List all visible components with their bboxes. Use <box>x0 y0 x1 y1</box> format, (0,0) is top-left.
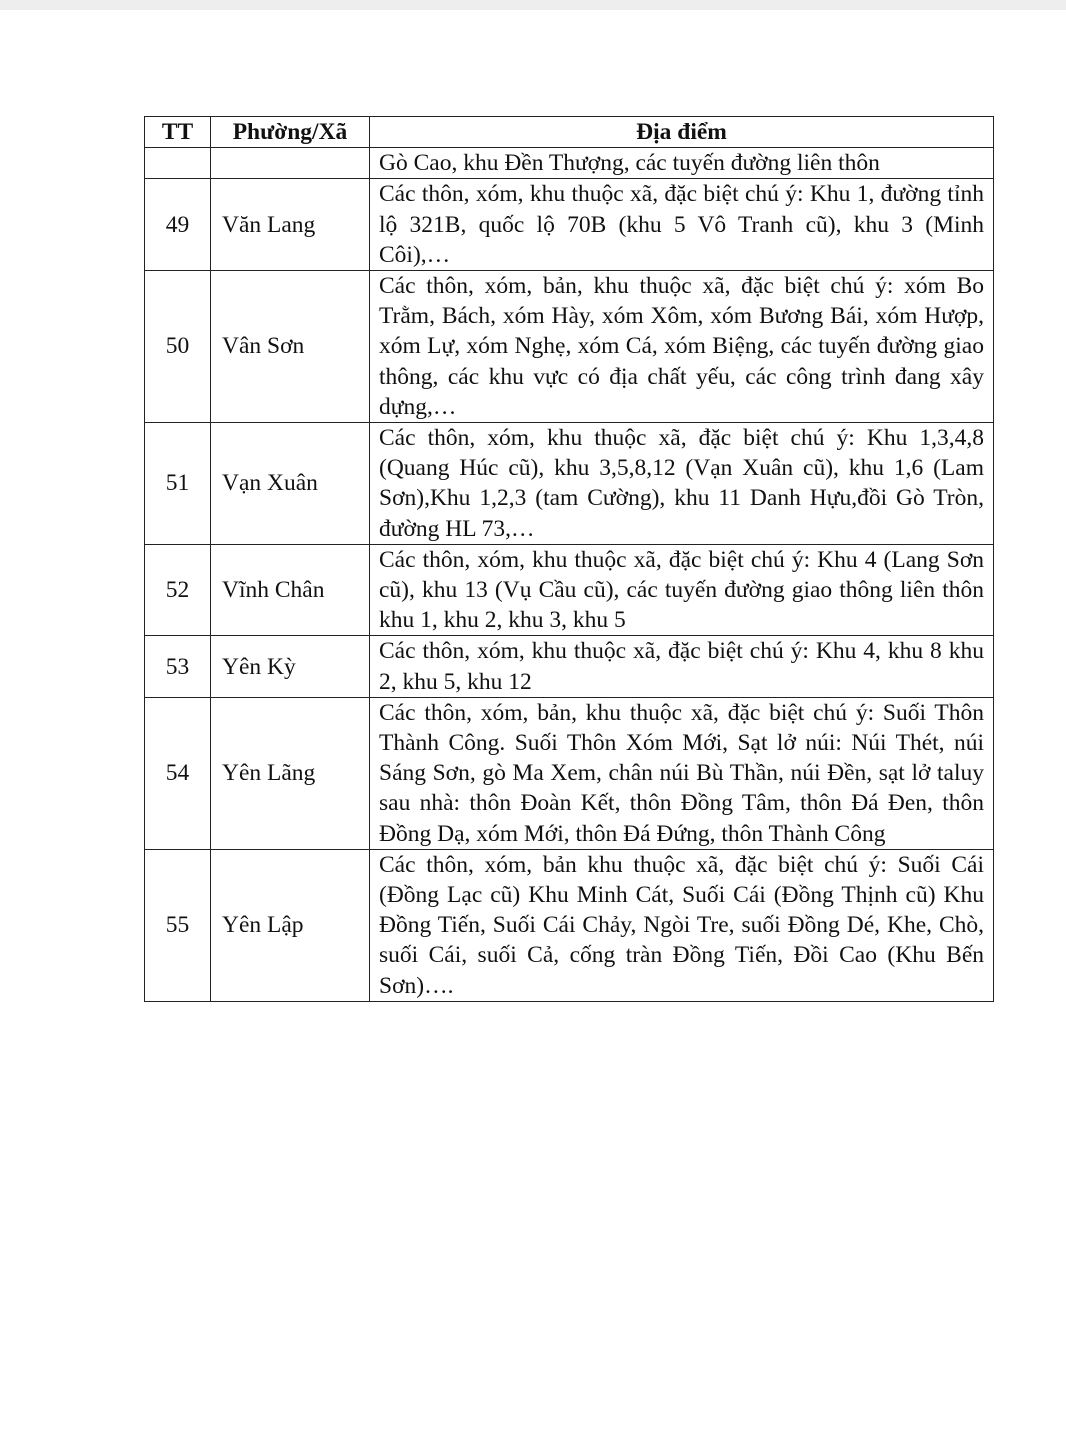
table-row <box>145 636 994 697</box>
table-row <box>145 271 994 423</box>
row-ward: Yên Kỳ <box>211 636 370 697</box>
row-place-text: Các thôn, xóm, khu thuộc xã, đặc biệt chú ý: Khu 4 (Lang Sơn cũ), khu 13 (Vụ Cầu cũ), các tuyến đường giao thông liên thôn khu 1, khu 2, khu 3, khu 5 <box>379 546 984 634</box>
table-header-row <box>145 117 994 148</box>
row-number: 50 <box>145 271 211 423</box>
row-number: 55 <box>145 849 211 1001</box>
row-number: 54 <box>145 697 211 849</box>
table-row <box>145 697 994 849</box>
row-ward: Văn Lang <box>211 179 370 271</box>
row-number: 49 <box>145 179 211 271</box>
locations-table <box>144 116 994 1002</box>
row-place-text: Các thôn, xóm, khu thuộc xã, đặc biệt chú ý: Khu 1, đường tỉnh lộ 321B, quốc lộ 70B (khu 5 Vô Tranh cũ), khu 3 (Minh Côi),… <box>379 181 984 268</box>
row-place <box>370 271 994 423</box>
table-row <box>145 148 994 179</box>
row-place-text: Các thôn, xóm, bản khu thuộc xã, đặc biệt chú ý: Suối Cái (Đồng Lạc cũ) Khu Minh Cát, Suối Cái (Đồng Thịnh cũ) Khu Đồng Tiến, Suối Cái Chảy, Ngòi Tre, suối Đồng Dé, Khe, Chò, suối Cái, suối Cả, cống tràn Đồng Tiến, Đồi Cao (Khu Bến Sơn)…. <box>379 851 984 999</box>
row-ward: Yên Lãng <box>211 697 370 849</box>
top-edge-shadow <box>0 0 1066 10</box>
row-place-text: Gò Cao, khu Đền Thượng, các tuyến đường liên thôn <box>379 150 880 177</box>
row-place <box>370 179 994 271</box>
row-ward <box>211 148 370 179</box>
row-place <box>370 636 994 697</box>
row-place <box>370 849 994 1001</box>
table-row <box>145 423 994 545</box>
row-number: 52 <box>145 544 211 636</box>
row-number: 53 <box>145 636 211 697</box>
header-ward: Phường/Xã <box>211 117 370 148</box>
row-place-text: Các thôn, xóm, khu thuộc xã, đặc biệt chú ý: Khu 4, khu 8 khu 2, khu 5, khu 12 <box>379 638 984 695</box>
row-place <box>370 544 994 636</box>
table-row <box>145 849 994 1001</box>
row-ward: Vĩnh Chân <box>211 544 370 636</box>
row-ward: Vạn Xuân <box>211 423 370 545</box>
header-tt: TT <box>145 117 211 148</box>
row-place <box>370 697 994 849</box>
row-ward: Yên Lập <box>211 849 370 1001</box>
row-number: 51 <box>145 423 211 545</box>
row-place <box>370 148 994 179</box>
row-place <box>370 423 994 545</box>
header-place: Địa điểm <box>370 117 994 148</box>
table-row <box>145 179 994 271</box>
row-number <box>145 148 211 179</box>
row-ward: Vân Sơn <box>211 271 370 423</box>
table-row <box>145 544 994 636</box>
row-place-text: Các thôn, xóm, khu thuộc xã, đặc biệt chú ý: Khu 1,3,4,8 (Quang Húc cũ), khu 3,5,8,12 (Vạn Xuân cũ), khu 1,6 (Lam Sơn),Khu 1,2,3 (tam Cường), khu 11 Danh Hựu,đồi Gò Tròn, đường HL 73,… <box>379 425 984 542</box>
row-place-text: Các thôn, xóm, bản, khu thuộc xã, đặc biệt chú ý: xóm Bo Trằm, Bách, xóm Hày, xóm Xôm, xóm Bương Bái, xóm Hượp, xóm Lự, xóm Nghẹ, xóm Cá, xóm Biệng, các tuyến đường giao thông, các khu vực có địa chất yếu, các công trình đang xây dựng,… <box>379 273 984 420</box>
row-place-text: Các thôn, xóm, bản, khu thuộc xã, đặc biệt chú ý: Suối Thôn Thành Công. Suối Thôn Xóm Mới, Sạt lở núi: Núi Thét, núi Sáng Sơn, gò Ma Xem, chân núi Bù Thần, núi Đền, sạt lở taluy sau nhà: thôn Đoàn Kết, thôn Đồng Tâm, thôn Đá Đen, thôn Đồng Dạ, xóm Mới, thôn Đá Đứng, thôn Thành Công <box>379 699 984 847</box>
